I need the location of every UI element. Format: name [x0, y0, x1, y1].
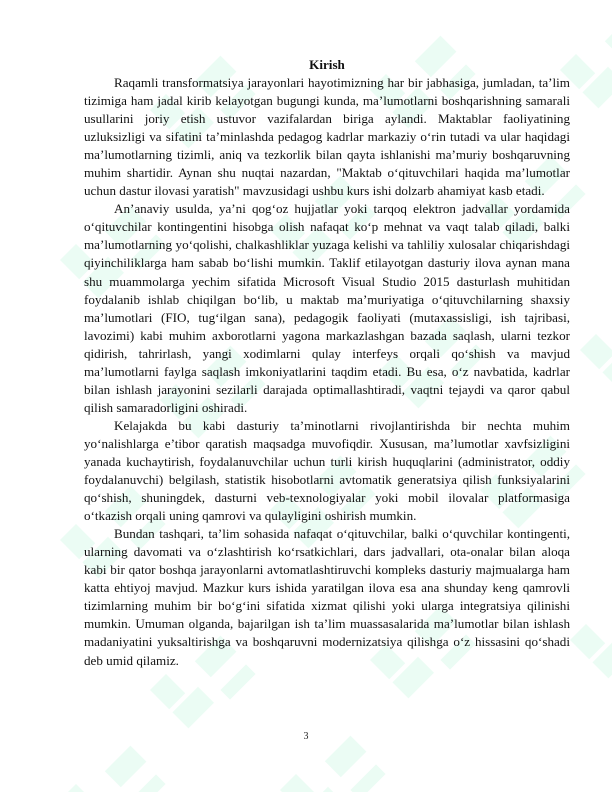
- page-number: 3: [303, 731, 309, 742]
- watermark-logo-icon: [280, 736, 386, 792]
- paragraph-2: An’anaviy usulda, ya’ni qog‘oz hujjatlar yoki tarqoq elektron jadvallar yordamida o‘qituvchilar kontingentini hisobga olish nafaqat ko‘p mehnat va vaqt talab qiladi, balki ma’lumotlarning yo‘qolishi, chalkashliklar yuzaga kelishi va tahliliy xulosalar chiqarishdagi qiyinchiliklarga ham sabab bo‘lishi mumkin. Taklif etilayotgan dasturiy ilova aynan mana shu muammolarga yechim sifatida Microsoft Visual Studio 2015 dasturlash muhitidan foydalanib ishlab chiqilgan bo‘lib, u maktab ma’muriyatiga o‘qituvchilarning shaxsiy ma’lumotlari (FIO, tug‘ilgan sana), pedagogik faoliyati (mutaxassisligi, ish tajribasi, lavozimi) kabi muhim axborotlarni yagona markazlashgan bazada saqlash, ularni tezkor qidirish, tahrirlash, yangi xodimlarni qulay interfeys orqali qo‘shish va mavjud ma’lumotlarni faylga saqlash imkoniyatlarini taqdim etadi. Bu esa, o‘z navbatida, kadrlar bilan ishlash jarayonini sezilarli darajada optimallashtiradi, vaqtni tejaydi va qaror qabul qilish samaradorligini oshiradi.: [84, 201, 570, 415]
- paragraph-3: Kelajakda bu kabi dasturiy ta’minotlarni rivojlantirishda bir nechta muhim yo‘nalishlarga e’tibor qaratish maqsadga muvofiqdir. Xususan, ma’lumotlar xavfsizligini yanada kuchaytirish, foydalanuvchilar uchun turli kirish huquqlarini (administrator, oddiy foydalanuvchi) belgilash, statistik hisobotlarni avtomatik generatsiya qilish funksiyalarini qo‘shish, shuningdek, dasturni veb-texnologiyalar yoki mobil ilovalar platformasiga o‘tkazish orqali uning qamrovi va qulayligini oshirish mumkin.: [84, 417, 570, 524]
- watermark-logo-icon: [60, 746, 166, 792]
- document-body: [84, 56, 570, 670]
- paragraph-4: Bundan tashqari, ta’lim sohasida nafaqat o‘qituvchilar, balki o‘quvchilar kontingenti, ularning davomati va o‘zlashtirish ko‘rsatkichlari, dars jadvallari, ota-onalar bilan aloqa kabi bir qator boshqa jarayonlarni avtomatlashtiruvchi kompleks dasturiy majmualarga ham katta ehtiyoj mavjud. Mazkur kurs ishida yaratilgan ilova esa ana shunday keng qamrovli tizimlarning muhim bir bo‘g‘ini sifatida xizmat qilishi yoki ularga integratsiya qilinishi mumkin. Umuman olganda, bajarilgan ish ta’lim muassasalarida ma’lumotlar bilan ishlash madaniyatini yuksaltirishga va boshqaruvni modernizatsiya qilishga o‘z hissasini qo‘shadi deb umid qilamiz.: [84, 526, 570, 668]
- paragraph-1: Raqamli transformatsiya jarayonlari hayotimizning har bir jabhasiga, jumladan, ta’lim tizimiga ham jadal kirib kelayotgan bugungi kunda, ma’lumotlarni boshqarishning samarali usullarini joriy etish ustuvor vazifalardan biriga aylandi. Maktablar faoliyatining uzluksizligi va sifatini ta’minlashda pedagog kadrlar markaziy o‘rin tutadi va ular haqidagi ma’lumotlarning tizimli, aniq va tezkorlik bilan qayta ishlanishi ma’muriy boshqaruvning muhim shartidir. Aynan shu nuqtai nazardan, "Maktab o‘qituvchilari haqida ma’lumotlar uchun dastur ilovasi yaratish" mavzusidagi ushbu kurs ishi dolzarb ahamiyat kasb etadi.: [84, 75, 570, 199]
- page-title: Kirish: [309, 57, 345, 72]
- watermark-logo-icon: [570, 586, 612, 679]
- watermark-logo-icon: [580, 296, 612, 389]
